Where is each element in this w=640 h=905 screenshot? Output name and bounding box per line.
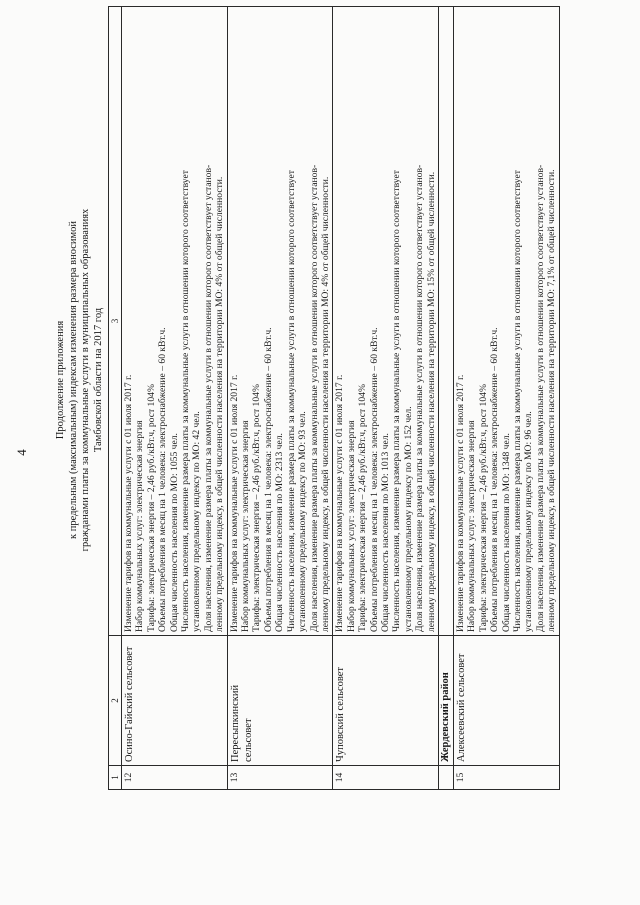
detail-line: Объемы потребления в месяц на 1 человека: электроснабжение – 60 кВт.ч. <box>489 327 501 632</box>
row-details <box>333 7 439 636</box>
detail-line: Набор коммунальных услуг: электрическая энергия <box>345 420 357 632</box>
detail-line: Доля населения, изменение размера платы за коммунальные услуги в отношении которого соответствует установ- <box>308 164 320 632</box>
column-number-row <box>109 7 122 790</box>
detail-line: Тарифы: электрическая энергия – 2,46 руб./кВт.ч, рост 104% <box>357 384 369 632</box>
detail-line: Тарифы: электрическая энергия – 2,46 руб./кВт.ч, рост 104% <box>145 384 157 632</box>
detail-line: ленному предельному индексу, в общей численности населения на территории МО: 7,1% от общей численности. <box>546 169 558 632</box>
detail-line: Изменение тарифов на коммунальные услуги с 01 июля 2017 г. <box>228 374 240 632</box>
detail-line: Общая численность населения по МО: 1055 чел. <box>168 433 180 632</box>
row-details <box>453 7 559 636</box>
detail-line: Доля населения, изменение размера платы за коммунальные услуги в отношении которого соответствует установ- <box>202 164 214 632</box>
district-empty-cell <box>438 7 453 636</box>
detail-line: установленному предельному индексу по МО: 96 чел. <box>523 411 535 632</box>
row-number: 14 <box>333 766 439 790</box>
column-header-2: 2 <box>109 636 122 766</box>
district-empty-cell <box>438 766 453 790</box>
detail-line: Набор коммунальных услуг: электрическая энергия <box>466 420 478 632</box>
row-number: 12 <box>122 766 228 790</box>
municipality-name: Алексеевский сельсовет <box>453 636 559 766</box>
detail-line: Численность населения, изменение размера платы за коммунальные услуги в отношении которого соответствует <box>180 170 192 632</box>
detail-line: ленному предельному индексу, в общей численности населения на территории МО: 4% от общей численности. <box>214 176 226 632</box>
detail-line: Тарифы: электрическая энергия – 2,46 руб./кВт.ч, рост 104% <box>251 384 263 632</box>
detail-line: Тарифы: электрическая энергия – 2,46 руб./кВт.ч, рост 104% <box>477 384 489 632</box>
heading-line: Продолжение приложения <box>55 320 66 440</box>
detail-line: установленному предельному индексу по МО: 152 чел. <box>402 406 414 632</box>
page-number: 4 <box>14 449 29 456</box>
detail-line: установленному предельному индексу по МО: 93 чел. <box>297 411 309 632</box>
detail-line: Набор коммунальных услуг: электрическая энергия <box>134 420 146 632</box>
detail-line: Изменение тарифов на коммунальные услуги с 01 июля 2017 г. <box>454 374 466 632</box>
appendix-heading <box>55 185 105 575</box>
row-details <box>122 7 228 636</box>
municipality-name: Осино-Гайский сельсовет <box>122 636 228 766</box>
municipality-name: Пересыпкинский сельсовет <box>227 636 333 766</box>
table-row <box>453 7 559 790</box>
column-header-1: 1 <box>109 766 122 790</box>
detail-line: Доля населения, изменение размера платы за коммунальные услуги в отношении которого соответствует установ- <box>534 164 546 632</box>
detail-line: Объемы потребления в месяц на 1 человека: электроснабжение – 60 кВт.ч. <box>368 327 380 632</box>
row-number: 15 <box>453 766 559 790</box>
detail-line: Изменение тарифов на коммунальные услуги с 01 июля 2017 г. <box>123 374 134 632</box>
row-details <box>227 7 333 636</box>
heading-line: Тамбовской области на 2017 год <box>92 307 104 453</box>
detail-line: Численность населения, изменение размера платы за коммунальные услуги в отношении которого соответствует <box>512 170 523 632</box>
detail-line: ленному предельному индексу, в общей численности населения на территории МО: 15% от общей численности. <box>425 171 437 632</box>
detail-line: ленному предельному индексу, в общей численности населения на территории МО: 4% от общей численности. <box>319 176 331 632</box>
heading-line: к предельным (максимальным) индексам изменения размера вносимой <box>67 220 79 540</box>
tariff-table <box>108 6 560 790</box>
table-row <box>333 7 439 790</box>
district-header-row <box>438 7 453 790</box>
detail-line: Набор коммунальных услуг: электрическая энергия <box>240 420 252 632</box>
municipality-name: Чуповский сельсовет <box>333 636 439 766</box>
detail-line: Объемы потребления в месяц на 1 человека: электроснабжение – 60 кВт.ч. <box>262 327 274 632</box>
detail-line: Численность населения, изменение размера платы за коммунальные услуги в отношении которого соответствует <box>285 170 297 632</box>
column-header-3: 3 <box>109 7 122 636</box>
detail-line: Общая численность населения по МО: 1013 чел. <box>379 433 391 632</box>
detail-line: Доля населения, изменение размера платы за коммунальные услуги в отношении которого соответствует установ- <box>414 164 426 632</box>
detail-line: Общая численность населения по МО: 1348 чел. <box>500 433 512 632</box>
table-row <box>122 7 228 790</box>
district-name: Жердевский район <box>438 636 453 766</box>
detail-line: Численность населения, изменение размера платы за коммунальные услуги в отношении которого соответствует <box>391 170 403 632</box>
detail-line: Изменение тарифов на коммунальные услуги с 01 июля 2017 г. <box>334 374 346 632</box>
row-number: 13 <box>227 766 333 790</box>
heading-line: гражданами платы за коммунальные услуги в муниципальных образованиях <box>80 208 91 552</box>
detail-line: Общая численность населения по МО: 2313 чел. <box>274 433 286 632</box>
table-row <box>227 7 333 790</box>
detail-line: установленному предельному индексу по МО: 42 чел. <box>191 411 203 632</box>
detail-line: Объемы потребления в месяц на 1 человека: электроснабжение – 60 кВт.ч. <box>157 327 169 632</box>
